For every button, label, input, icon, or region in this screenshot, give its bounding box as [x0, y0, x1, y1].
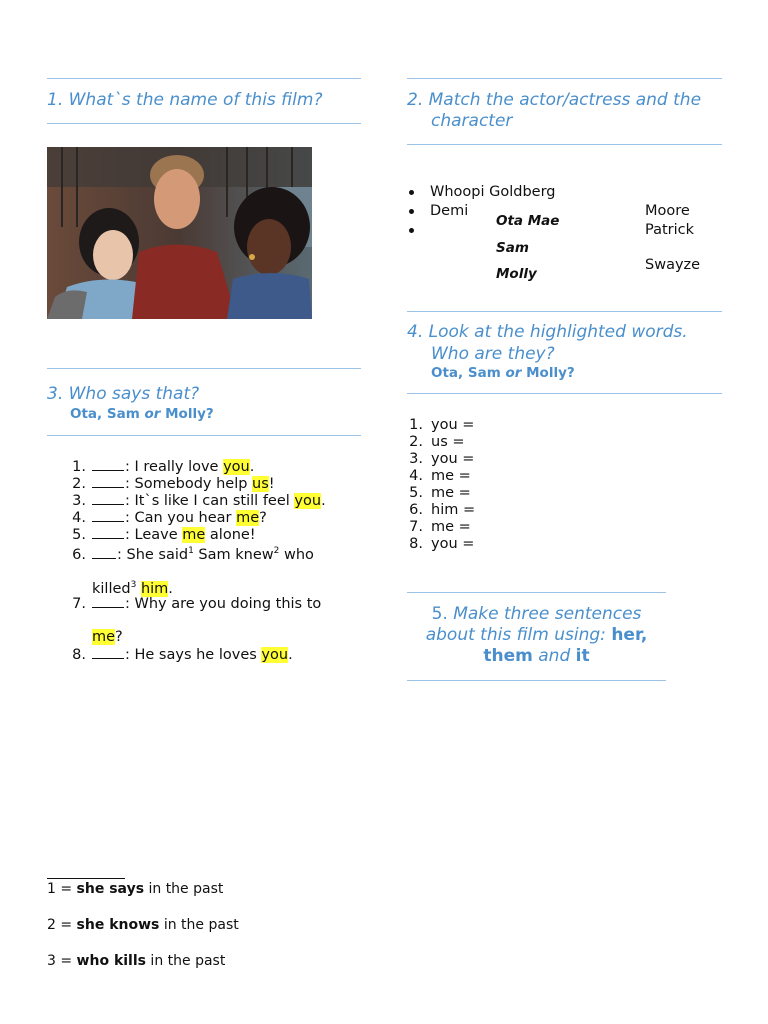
q5-keyword: her, [611, 625, 648, 645]
answer-blank[interactable] [92, 646, 124, 659]
q3-item-text-mid: Sam knew [193, 546, 274, 563]
q5-text: about this film using: [425, 625, 612, 645]
q3-item-text: killed [92, 580, 131, 597]
q3-item-number: 2. [72, 476, 86, 492]
q3-item-text: : Leave [125, 527, 183, 543]
q4-subtitle [431, 365, 575, 381]
footnote-ref: 1 [188, 546, 194, 556]
bullet-icon [409, 190, 414, 195]
q3-item-end: ? [259, 510, 267, 526]
q3-item-number: 1. [72, 459, 86, 475]
highlighted-word: me [236, 510, 260, 526]
highlighted-word: me [92, 629, 116, 645]
list-number: 5. [409, 485, 423, 501]
answer-blank[interactable] [92, 509, 124, 522]
list-number: 6. [409, 502, 423, 518]
footnote-text: in the past [159, 917, 239, 933]
list-text: me = [431, 485, 471, 501]
footnote-number: 2 = [47, 917, 77, 933]
q3-item [70, 475, 275, 493]
q5-bottom-rule [407, 680, 666, 681]
q3-item-number: 8. [72, 647, 86, 663]
list-item[interactable] [399, 536, 475, 553]
footnote-3 [47, 953, 225, 969]
q4-subtitle-a: Ota, Sam [431, 365, 506, 381]
character-name: Ota Mae [496, 213, 560, 229]
q3-item-text: : I really love [125, 459, 224, 475]
q5-number: 5. [431, 604, 454, 624]
q4-title-line2: Who are they? [431, 344, 555, 364]
footnote-ref: 3 [130, 580, 137, 590]
q3-item-number: 5. [72, 527, 86, 543]
q3-item-number: 7. [72, 596, 86, 612]
highlighted-word: you [223, 459, 250, 475]
q3-item-end: . [321, 493, 326, 509]
q1-bottom-rule [47, 123, 361, 124]
bullet-icon [409, 209, 414, 214]
q3-item [70, 458, 254, 476]
list-text: you = [431, 536, 475, 552]
q3-item-text: : It`s like I can still feel [125, 493, 295, 509]
list-item[interactable] [399, 434, 475, 451]
actor-surname: Moore [645, 203, 690, 219]
q4-top-rule [407, 311, 722, 312]
answer-blank[interactable] [92, 458, 124, 471]
q5-title [407, 604, 666, 667]
q3-item-number: 3. [72, 493, 86, 509]
list-item[interactable] [399, 485, 475, 502]
actor-name: Whoopi Goldberg [430, 184, 556, 200]
q3-subtitle-or: or [144, 406, 161, 422]
film-still-image [47, 147, 312, 319]
q3-item [70, 526, 256, 544]
footnote-number: 3 = [47, 953, 77, 969]
q3-item-text: : She said [117, 546, 189, 563]
list-number: 1. [409, 417, 423, 433]
list-text: you = [431, 417, 475, 433]
highlighted-word: me [182, 527, 206, 543]
q3-bottom-rule [47, 435, 361, 436]
q3-item-text: : He says he loves [125, 647, 262, 663]
q3-subtitle-b: Molly? [160, 406, 214, 422]
footnote-ref: 2 [273, 546, 280, 556]
actor-name: Patrick [645, 222, 695, 238]
q2-title-line2: character [431, 111, 513, 131]
q1-top-rule [47, 78, 361, 79]
q3-item-end: alone! [205, 527, 256, 543]
q3-item [70, 646, 293, 664]
q4-subtitle-or: or [505, 365, 522, 381]
q3-item-continuation [92, 629, 123, 646]
q3-item-number: 6. [72, 546, 86, 563]
q5-text: Make three sentences [453, 604, 642, 624]
list-text: me = [431, 519, 471, 535]
answer-blank[interactable] [92, 595, 124, 608]
bullet-icon [409, 228, 414, 233]
list-text: us = [431, 434, 465, 450]
q4-title-line1: 4. Look at the highlighted words. [407, 322, 688, 342]
q3-item-end: ! [268, 476, 275, 492]
highlighted-word: us [252, 476, 269, 492]
highlighted-word: him [140, 580, 169, 597]
list-item[interactable] [399, 451, 475, 468]
list-number: 3. [409, 451, 423, 467]
q3-subtitle [70, 406, 214, 422]
q3-item [70, 595, 321, 613]
character-name: Molly [496, 266, 537, 282]
q2-title-line1: 2. Match the actor/actress and the [407, 90, 702, 110]
q3-item-text: : Can you hear [125, 510, 237, 526]
q4-list [399, 417, 475, 553]
q3-item-end: . [249, 459, 255, 475]
footnote-text: in the past [145, 953, 226, 969]
list-item[interactable] [399, 417, 475, 434]
q2-top-rule [407, 78, 722, 79]
character-name: Sam [496, 240, 529, 256]
q5-line2 [407, 625, 666, 646]
answer-blank[interactable] [92, 475, 124, 488]
footnote-text: in the past [144, 881, 224, 897]
q1-title: 1. What`s the name of this film? [47, 90, 323, 110]
q5-top-rule [407, 592, 666, 593]
list-item[interactable] [399, 468, 475, 485]
list-text: him = [431, 502, 476, 518]
footnote-term: she says [76, 881, 145, 897]
highlighted-word: you [261, 647, 289, 663]
q4-bottom-rule [407, 393, 722, 394]
list-number: 2. [409, 434, 423, 450]
answer-blank[interactable] [92, 546, 116, 559]
q3-item-end: . [168, 580, 173, 597]
highlighted-word: you [294, 493, 322, 509]
answer-blank[interactable] [92, 492, 124, 505]
q5-keyword: them [483, 646, 533, 666]
footnote-separator [47, 878, 125, 879]
q5-keyword: it [575, 646, 590, 666]
actor-surname: Swayze [645, 257, 701, 273]
footnote-number: 1 = [47, 881, 77, 897]
q3-item-end: ? [115, 629, 123, 645]
q3-top-rule [47, 368, 361, 369]
list-number: 8. [409, 536, 423, 552]
q3-item-number: 4. [72, 510, 86, 526]
q3-item-end: . [288, 647, 293, 663]
list-number: 7. [409, 519, 423, 535]
q3-item-end: who [279, 546, 314, 563]
list-number: 4. [409, 468, 423, 484]
q3-item-text: : Why are you doing this to [125, 596, 322, 612]
footnote-term: who kills [76, 953, 146, 969]
list-item[interactable] [399, 519, 475, 536]
list-text: you = [431, 451, 475, 467]
q5-line3 [407, 646, 666, 667]
answer-blank[interactable] [92, 526, 124, 539]
q3-item [70, 543, 314, 564]
q3-item [70, 509, 267, 527]
actor-name: Demi [430, 203, 469, 219]
footnote-term: she knows [76, 917, 160, 933]
q5-text: and [532, 646, 576, 666]
list-item[interactable] [399, 502, 475, 519]
q4-subtitle-b: Molly? [521, 365, 575, 381]
list-text: me = [431, 468, 471, 484]
q3-subtitle-a: Ota, Sam [70, 406, 145, 422]
q3-item [70, 492, 326, 510]
q3-item-text: : Somebody help [125, 476, 253, 492]
footnote-1 [47, 881, 223, 897]
footnote-2 [47, 917, 239, 933]
q2-bottom-rule [407, 144, 722, 145]
q5-line1 [407, 604, 666, 625]
q3-title: 3. Who says that? [47, 384, 200, 404]
